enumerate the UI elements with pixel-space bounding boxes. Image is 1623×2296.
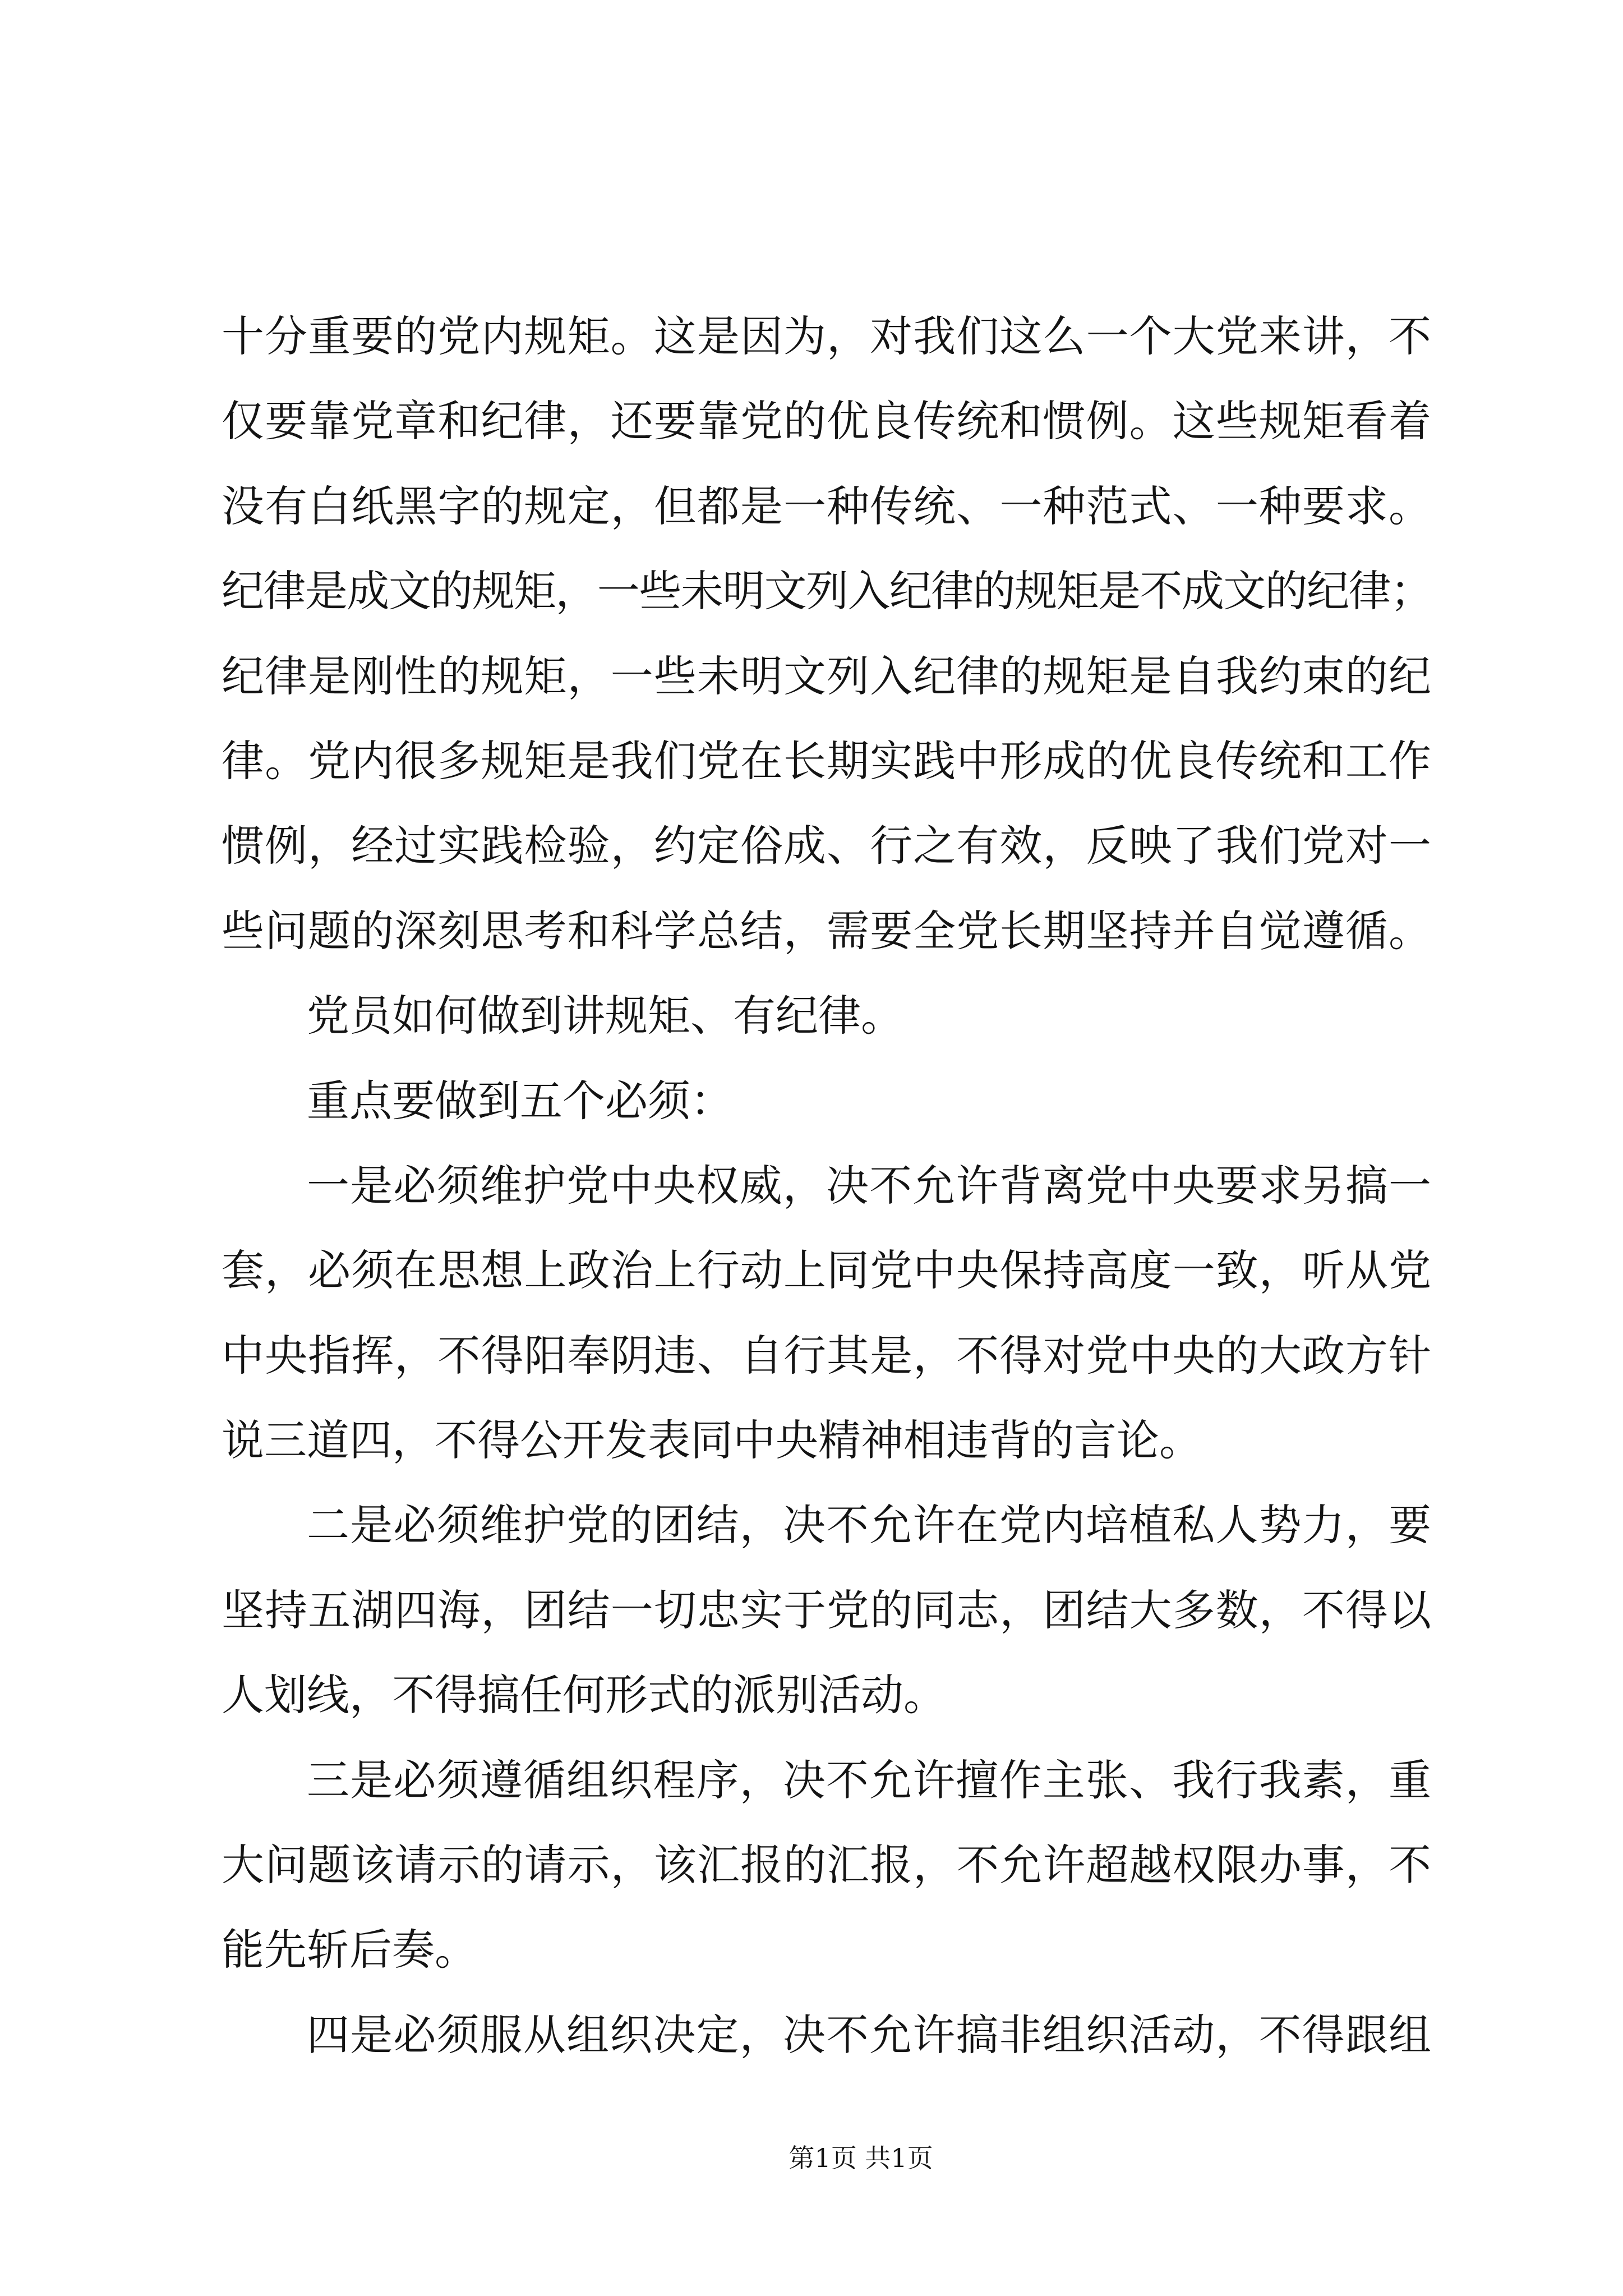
paragraph-line: 说三道四，不得公开发表同中央精神相违背的言论。 <box>222 1415 1202 1466</box>
paragraph-line: 能先斩后奏。 <box>222 1925 477 1975</box>
page-footer: 第1页 共1页 <box>789 2143 933 2173</box>
paragraph-line: 中央指挥，不得阳奉阴违、自行其是，不得对党中央的大政方针 <box>222 1330 1431 1381</box>
paragraph <box>222 294 1431 973</box>
paragraph-line: 纪律是刚性的规矩，一些未明文列入纪律的规矩是自我约束的纪 <box>222 651 1431 701</box>
paragraph-line: 惯例，经过实践检验，约定俗成、行之有效，反映了我们党对一 <box>222 821 1431 871</box>
paragraph <box>222 1143 1431 1483</box>
paragraph-line: 十分重要的党内规矩。这是因为，对我们这么一个大党来讲，不 <box>222 311 1431 361</box>
paragraph <box>222 1483 1431 1737</box>
paragraph-line: 二是必须维护党的团结，决不允许在党内培植私人势力，要 <box>307 1500 1431 1550</box>
paragraph-line: 套，必须在思想上政治上行动上同党中央保持高度一致，听从党 <box>222 1245 1431 1296</box>
paragraph-line: 三是必须遵循组织程序，决不允许擅作主张、我行我素，重 <box>307 1755 1431 1805</box>
paragraph-line: 党员如何做到讲规矩、有纪律。 <box>307 991 903 1041</box>
paragraph-line: 纪律是成文的规矩，一些未明文列入纪律的规矩是不成文的纪律； <box>222 566 1431 616</box>
paragraph-line: 一是必须维护党中央权威，决不允许背离党中央要求另搞一 <box>307 1160 1431 1211</box>
paragraph-line: 人划线，不得搞任何形式的派别活动。 <box>222 1670 946 1720</box>
paragraph-line: 仅要靠党章和纪律，还要靠党的优良传统和惯例。这些规矩看着 <box>222 396 1431 447</box>
paragraph <box>222 973 1431 1058</box>
paragraph <box>222 1993 1431 2077</box>
paragraph-line: 坚持五湖四海，团结一切忠实于党的同志，团结大多数，不得以 <box>222 1585 1431 1635</box>
paragraph-line: 大问题该请示的请示，该汇报的汇报，不允许超越权限办事，不 <box>222 1840 1431 1890</box>
paragraph <box>222 1738 1431 1993</box>
document-body <box>222 294 1431 2077</box>
paragraph-line: 没有白纸黑字的规定，但都是一种传统、一种范式、一种要求。 <box>222 481 1431 531</box>
paragraph-line: 重点要做到五个必须： <box>307 1075 733 1126</box>
paragraph <box>222 1059 1431 1143</box>
paragraph-line: 些问题的深刻思考和科学总结，需要全党长期坚持并自觉遵循。 <box>222 905 1431 956</box>
paragraph-line: 律。党内很多规矩是我们党在长期实践中形成的优良传统和工作 <box>222 735 1431 786</box>
paragraph-line: 四是必须服从组织决定，决不允许搞非组织活动，不得跟组 <box>307 2009 1431 2060</box>
